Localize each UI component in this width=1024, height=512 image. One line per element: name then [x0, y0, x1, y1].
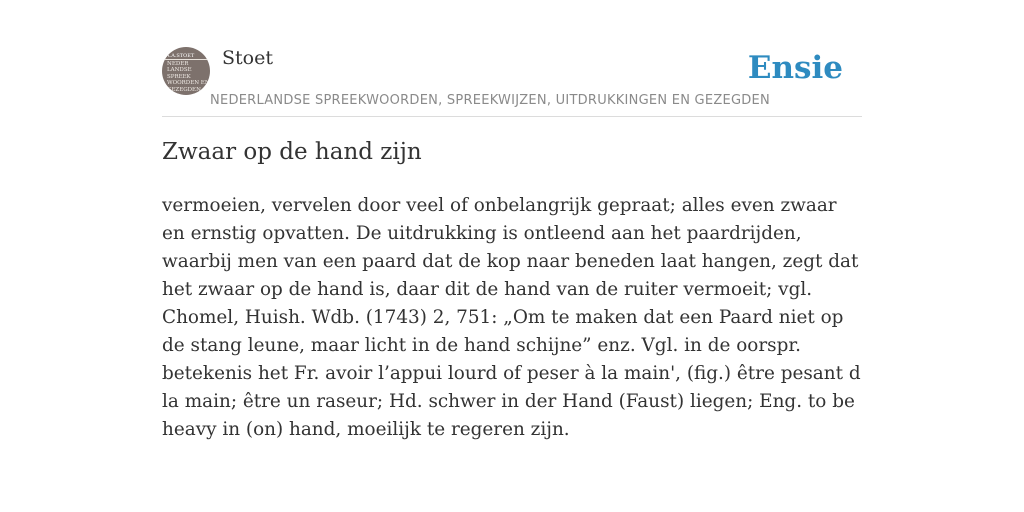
avatar-cover-line: LANDSE: [167, 67, 192, 74]
avatar-cover-line: SPREEK: [167, 73, 191, 80]
avatar-cover-line: WOORDEN EN: [167, 80, 210, 87]
source-name-link[interactable]: Stoet: [222, 47, 273, 69]
avatar-cover-title: [167, 61, 210, 93]
ensie-logo-link[interactable]: Ensie: [747, 50, 843, 86]
entry-term-title: Zwaar op de hand zijn: [162, 139, 422, 165]
source-subtitle: NEDERLANDSE SPREEKWOORDEN, SPREEKWIJZEN, UITDRUKKINGEN EN GEZEGDEN: [210, 93, 770, 108]
avatar-cover-author: A.A.STOET: [166, 53, 195, 59]
avatar-cover-line: NEDER: [167, 61, 189, 67]
avatar-cover-rule: [165, 59, 209, 60]
source-avatar[interactable]: [162, 47, 210, 95]
entry-definition: vermoeien, vervelen door veel of onbelangrijk gepraat; alles even zwaar en ernstig opvatten. De uitdrukking is ontleend aan het paardrijden, waarbij men van een paard dat de kop naar beneden laat hangen, zegt dat het zwaar op de hand is, daar dit de hand van de ruiter vermoeit; vgl. Chomel, Huish. Wdb. (1743) 2, 751: „Om te maken dat een Paard niet op de stang leune, maar licht in de hand schijne” enz. Vgl. in de oorspr. betekenis het Fr. avoir l’appui lourd of peser à la main', (fig.) être pesant d la main; être un raseur; Hd. schwer in der Hand (Faust) liegen; Eng. to be heavy in (on) hand, moeilijk te regeren zijn.: [162, 195, 861, 440]
avatar-cover-line: GEZEGDEN: [167, 86, 201, 93]
source-header: [162, 46, 862, 117]
